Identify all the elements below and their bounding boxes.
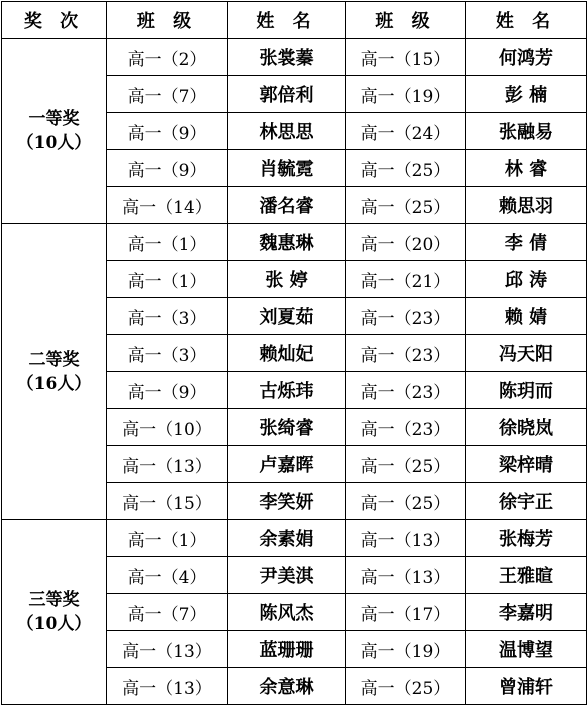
student-name-cell: 尹美淇	[228, 557, 346, 594]
class-cell: 高一（2）	[107, 39, 228, 76]
class-cell: 高一（25）	[346, 483, 466, 520]
class-cell: 高一（25）	[346, 187, 466, 224]
student-name-cell: 赖灿妃	[228, 335, 346, 372]
student-name-cell: 余素娟	[228, 520, 346, 557]
award-count-label: （16人）	[16, 373, 92, 394]
class-cell: 高一（23）	[346, 335, 466, 372]
class-cell: 高一（7）	[107, 594, 228, 631]
student-name-cell: 张梅芳	[466, 520, 587, 557]
header-class: 班 级	[346, 2, 466, 39]
table-row	[2, 224, 587, 261]
student-name-cell: 郭倍利	[228, 76, 346, 113]
class-cell: 高一（9）	[107, 113, 228, 150]
class-cell: 高一（25）	[346, 150, 466, 187]
class-cell: 高一（7）	[107, 76, 228, 113]
class-cell: 高一（1）	[107, 520, 228, 557]
class-cell: 高一（19）	[346, 76, 466, 113]
class-cell: 高一（3）	[107, 335, 228, 372]
class-cell: 高一（25）	[346, 446, 466, 483]
student-name-cell: 肖毓霓	[228, 150, 346, 187]
class-cell: 高一（14）	[107, 187, 228, 224]
class-cell: 高一（13）	[107, 446, 228, 483]
class-cell: 高一（23）	[346, 409, 466, 446]
header-award: 奖 次	[2, 2, 107, 39]
student-name-cell: 余意琳	[228, 668, 346, 705]
student-name-cell: 曾浦轩	[466, 668, 587, 705]
class-cell: 高一（23）	[346, 372, 466, 409]
class-cell: 高一（10）	[107, 409, 228, 446]
student-name-cell: 李笑妍	[228, 483, 346, 520]
student-name-cell: 李 倩	[466, 224, 587, 261]
class-cell: 高一（19）	[346, 631, 466, 668]
award-count-label: （10人）	[16, 133, 92, 153]
student-name-cell: 梁梓晴	[466, 446, 587, 483]
student-name-cell: 何鸿芳	[466, 39, 587, 76]
student-name-cell: 林 睿	[466, 150, 587, 187]
class-cell: 高一（3）	[107, 298, 228, 335]
class-cell: 高一（1）	[107, 224, 228, 261]
class-cell: 高一（13）	[107, 668, 228, 705]
award-level-cell	[2, 520, 107, 705]
student-name-cell: 徐晓岚	[466, 409, 587, 446]
class-cell: 高一（21）	[346, 261, 466, 298]
award-level-cell	[2, 224, 107, 520]
class-cell: 高一（9）	[107, 150, 228, 187]
student-name-cell: 彭 楠	[466, 76, 587, 113]
student-name-cell: 古烁玮	[228, 372, 346, 409]
student-name-cell: 蓝珊珊	[228, 631, 346, 668]
class-cell: 高一（24）	[346, 113, 466, 150]
student-name-cell: 赖思羽	[466, 187, 587, 224]
student-name-cell: 李嘉明	[466, 594, 587, 631]
student-name-cell: 张 婷	[228, 261, 346, 298]
student-name-cell: 魏惠琳	[228, 224, 346, 261]
table-row	[2, 520, 587, 557]
header-name: 姓 名	[466, 2, 587, 39]
student-name-cell: 卢嘉晖	[228, 446, 346, 483]
class-cell: 高一（23）	[346, 298, 466, 335]
class-cell: 高一（15）	[107, 483, 228, 520]
student-name-cell: 赖 婧	[466, 298, 587, 335]
class-cell: 高一（25）	[346, 668, 466, 705]
award-level-label: 三等奖	[28, 590, 80, 610]
student-name-cell: 张裳蓁	[228, 39, 346, 76]
class-cell: 高一（13）	[346, 557, 466, 594]
table-body	[2, 39, 587, 705]
header-row	[2, 2, 587, 39]
class-cell: 高一（1）	[107, 261, 228, 298]
header-class: 班 级	[107, 2, 228, 39]
class-cell: 高一（20）	[346, 224, 466, 261]
class-cell: 高一（15）	[346, 39, 466, 76]
student-name-cell: 徐宇正	[466, 483, 587, 520]
award-level-label: 一等奖	[28, 109, 80, 129]
student-name-cell: 刘夏茹	[228, 298, 346, 335]
class-cell: 高一（13）	[346, 520, 466, 557]
student-name-cell: 陈玥而	[466, 372, 587, 409]
student-name-cell: 张融易	[466, 113, 587, 150]
class-cell: 高一（13）	[107, 631, 228, 668]
table-row	[2, 39, 587, 76]
award-count-label: （10人）	[16, 614, 92, 634]
award-level-label: 二等奖	[28, 349, 80, 370]
class-cell: 高一（9）	[107, 372, 228, 409]
student-name-cell: 潘名睿	[228, 187, 346, 224]
student-name-cell: 林思思	[228, 113, 346, 150]
student-name-cell: 冯天阳	[466, 335, 587, 372]
class-cell: 高一（17）	[346, 594, 466, 631]
award-list-table	[1, 1, 587, 705]
student-name-cell: 张绮睿	[228, 409, 346, 446]
student-name-cell: 陈风杰	[228, 594, 346, 631]
student-name-cell: 王雅暄	[466, 557, 587, 594]
class-cell: 高一（4）	[107, 557, 228, 594]
student-name-cell: 邱 涛	[466, 261, 587, 298]
award-level-cell	[2, 39, 107, 224]
header-name: 姓 名	[228, 2, 346, 39]
student-name-cell: 温博望	[466, 631, 587, 668]
